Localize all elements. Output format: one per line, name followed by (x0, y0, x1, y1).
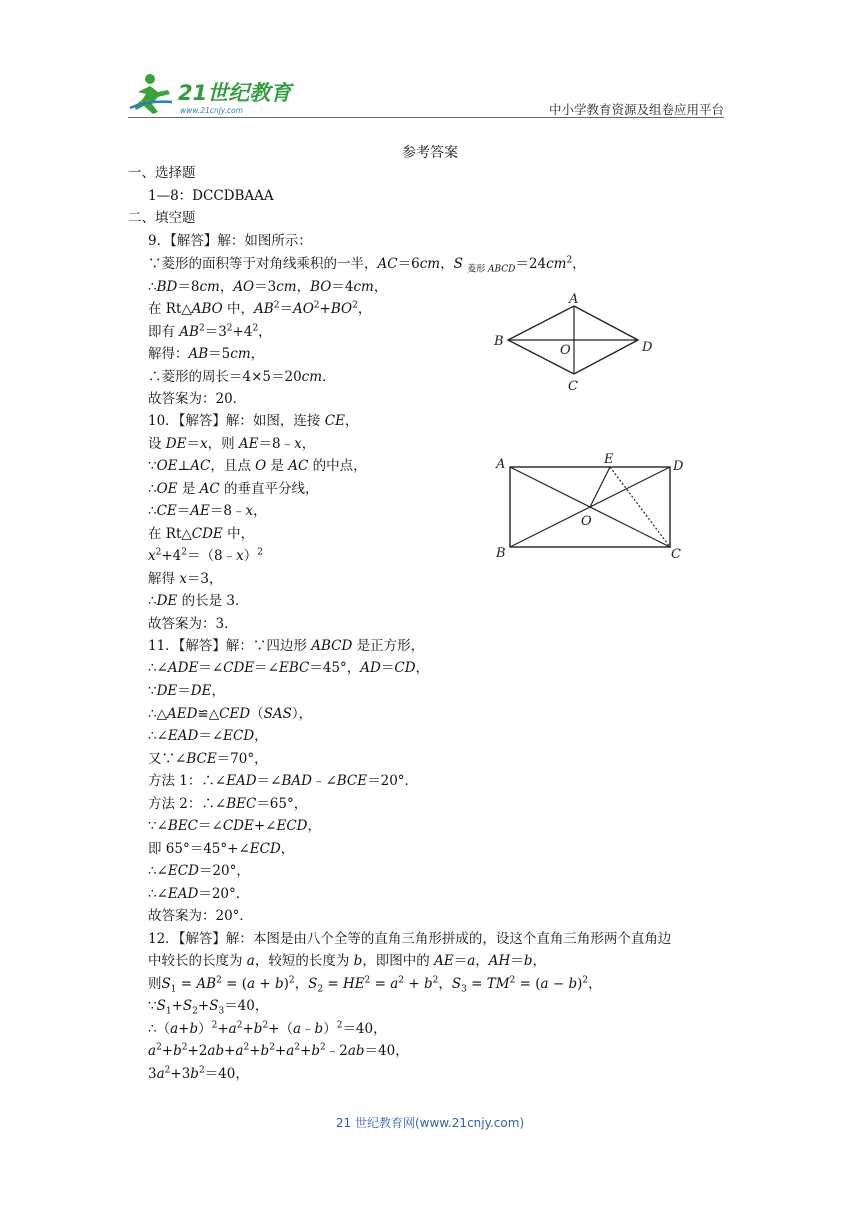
q10-line-3: ∵OE⊥AC，且点 O 是 AC 的中点， (148, 458, 367, 474)
label-O: O (560, 343, 571, 358)
label-O: O (581, 514, 592, 529)
label-C: C (568, 379, 578, 394)
q9-line-1: 9．【解答】解：如图所示： (148, 233, 312, 249)
q10-line-5: ∴CE＝AE＝8﹣x， (148, 503, 267, 519)
q11-line-12: ∴∠EAD＝20°． (148, 886, 250, 902)
q9-line-3: ∴BD＝8cm，AO＝3cm，BO＝4cm， (148, 279, 388, 295)
platform-name: 中小学教育资源及组卷应用平台 (548, 102, 724, 117)
q12-line-1: 12．【解答】解：本图是由八个全等的直角三角形拼成的，设这个直角三角形两个直角边 (148, 931, 672, 947)
choice-answers: 1—8：DCCDBAAA (148, 188, 274, 204)
q9-line-2: ∵菱形的面积等于对角线乘积的一半，AC＝6cm，S $_{菱形 ABCD}=24cm^2$， (148, 255, 586, 275)
q9-line-6: 解得：AB＝5cm， (148, 346, 265, 362)
q11-line-1: 11．【解答】解：∵四边形 ABCD 是正方形， (148, 638, 425, 654)
q10-line-6: 在 Rt△CDE 中， (148, 526, 255, 542)
q12-line-2: 中较长的长度为 a，较短的长度为 b，即图中的 AE＝a，AH＝b， (148, 953, 546, 969)
label-A: A (569, 292, 579, 307)
q10-line-7: $x^2+4^2=(8﹣x)^2$ (148, 547, 263, 564)
q10-line-8: 解得 x＝3， (148, 571, 223, 587)
rhombus-figure (488, 290, 658, 395)
q11-line-2: ∴∠ADE＝∠CDE＝∠EBC＝45°，AD＝CD， (148, 660, 430, 676)
q12-line-5: $\therefore(a+b)^2+a^2+b^2+(a﹣b)^2=40$， (148, 1020, 387, 1037)
q11-line-4: ∴△AED≌△CED（SAS）， (148, 706, 313, 722)
q11-line-13: 故答案为：20°． (148, 908, 253, 924)
label-D: D (642, 340, 653, 355)
q9-line-8: 故答案为：20． (148, 391, 247, 407)
q9-line-7: ∴菱形的周长＝4×5＝20cm． (148, 369, 336, 385)
q9-line-5: 即有 $AB^2=3^2+4^2$， (148, 323, 272, 340)
q11-line-5: ∴∠EAD＝∠ECD， (148, 728, 268, 744)
q12-line-6: $a^2+b^2+2ab+a^2+b^2+a^2+b^2﹣2ab=40$， (148, 1042, 409, 1059)
q9-line-4: 在 Rt△ABO 中，$AB^2=AO^2+BO^2$， (148, 300, 372, 317)
q10-line-1: 10．【解答】解：如图，连接 CE， (148, 413, 359, 429)
logo (128, 70, 298, 116)
q12-line-4: $\because S_1+S_2+S_3=40$， (148, 998, 269, 1017)
q11-line-9: ∵∠BEC＝∠CDE+∠ECD， (148, 818, 321, 834)
footer: 21 世纪教育网(www.21cnjy.com) (335, 1116, 525, 1130)
q11-line-3: ∵DE＝DE， (148, 683, 225, 699)
label-B: B (496, 546, 506, 561)
label-E: E (604, 452, 614, 467)
q11-line-6: 又∵∠BCE＝70°， (148, 751, 268, 767)
q11-line-10: 即 65°＝45°+∠ECD， (148, 841, 295, 857)
q12-line-3: 则$S_1 = AB^2 = (a + b)^2$，$S_2 = HE^2 = a^2 + b^2$，$S_3 = TM^2 = (a - b)^2$， (148, 975, 602, 995)
q12-line-7: $3a^2+3b^2=40$， (148, 1065, 249, 1082)
q10-line-9: ∴DE 的长是 3． (148, 593, 249, 609)
fill-heading: 二、填空题 (128, 210, 196, 226)
logo-url: www.21cnjy.com (180, 106, 244, 115)
rectangle-figure (492, 450, 692, 565)
q10-line-2: 设 DE＝x，则 AE＝8﹣x， (148, 436, 316, 452)
header-rule (128, 117, 724, 118)
q11-line-11: ∴∠ECD＝20°， (148, 863, 250, 879)
q11-line-8: 方法 2：∴∠BEC＝65°， (148, 796, 308, 812)
q10-line-10: 故答案为：3． (148, 616, 238, 632)
q11-line-7: 方法 1：∴∠EAD＝∠BAD﹣∠BCE＝20°． (148, 773, 419, 789)
page-title: 参考答案 (402, 145, 458, 161)
label-B: B (494, 334, 504, 349)
label-D: D (673, 459, 684, 474)
page-header (128, 70, 724, 118)
label-C: C (671, 547, 681, 562)
q10-line-4: ∴OE 是 AC 的垂直平分线， (148, 481, 319, 497)
logo-text: 21世纪教育 (178, 81, 292, 105)
choice-heading: 一、选择题 (128, 165, 196, 181)
label-A: A (496, 457, 506, 472)
